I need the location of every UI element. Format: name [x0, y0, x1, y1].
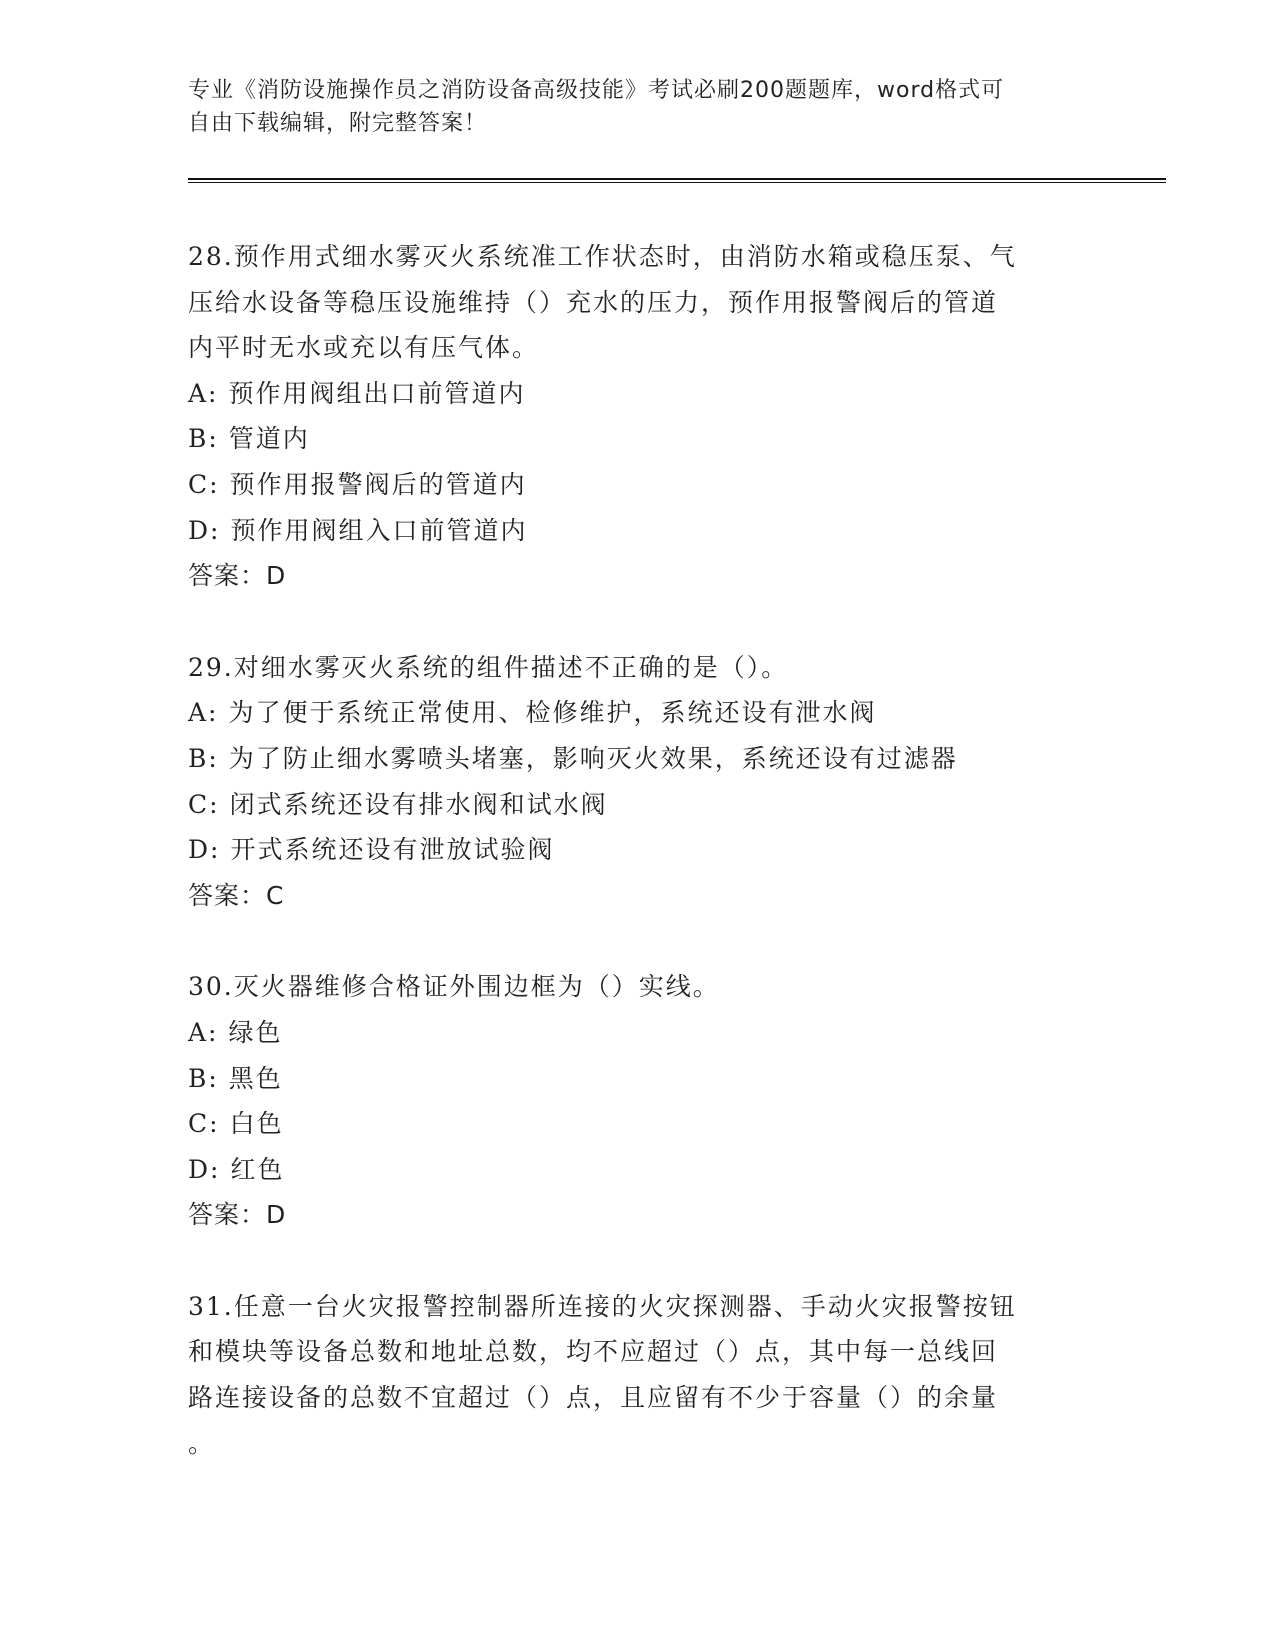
header-line-2: 自由下载编辑，附完整答案！: [188, 111, 488, 136]
option-b: [188, 736, 1088, 782]
option-d: [188, 1147, 1088, 1193]
option-letter: A:: [188, 698, 219, 728]
question-stem-line: 30.灭火器维修合格证外围边框为（）实线。: [188, 972, 720, 1002]
question-stem-line: 压给水设备等稳压设施维持（）充水的压力，预作用报警阀后的管道: [188, 287, 999, 317]
option-letter: D:: [188, 835, 221, 865]
question-stem-line: 路连接设备的总数不宜超过（）点，且应留有不少于容量（）的余量: [188, 1383, 999, 1413]
question-stem-line: 内平时无水或充以有压气体。: [188, 333, 540, 363]
option-text: 预作用阀组出口前管道内: [228, 378, 526, 408]
question-spacer: [188, 599, 1088, 645]
option-d: [188, 508, 1088, 554]
option-c: [188, 462, 1088, 508]
option-text: 管道内: [228, 424, 310, 454]
option-b: [188, 1056, 1088, 1102]
option-text: 闭式系统还设有排水阀和试水阀: [229, 789, 608, 819]
header-divider-thin: [188, 182, 1166, 183]
option-a: [188, 1010, 1088, 1056]
option-letter: B:: [188, 1063, 219, 1093]
option-text: 绿色: [228, 1017, 283, 1047]
option-text: 红色: [230, 1154, 285, 1184]
header-line-1: 专业《消防设施操作员之消防设备高级技能》考试必刷200题题库，word格式可: [188, 78, 1005, 103]
option-b: [188, 416, 1088, 462]
option-c: [188, 1101, 1088, 1147]
option-letter: C:: [188, 1109, 220, 1139]
question-stem-line: 29.对细水雾灭火系统的组件描述不正确的是（）。: [188, 652, 789, 682]
question-30: [188, 964, 1088, 1238]
answer-line: 答案：D: [188, 1200, 287, 1230]
option-text: 为了防止细水雾喷头堵塞，影响灭火效果，系统还设有过滤器: [228, 743, 958, 773]
question-stem-line: 。: [188, 1428, 216, 1458]
option-text: 预作用阀组入口前管道内: [230, 515, 528, 545]
option-text: 黑色: [228, 1063, 283, 1093]
option-letter: C:: [188, 789, 220, 819]
option-letter: B:: [188, 743, 219, 773]
option-letter: C:: [188, 469, 220, 499]
option-text: 为了便于系统正常使用、检修维护，系统还设有泄水阀: [228, 698, 877, 728]
question-list: [188, 234, 1088, 1466]
option-c: [188, 782, 1088, 828]
option-a: [188, 371, 1088, 417]
option-text: 开式系统还设有泄放试验阀: [230, 835, 555, 865]
header-divider-thick: [188, 178, 1166, 180]
option-text: 预作用报警阀后的管道内: [229, 469, 527, 499]
question-31: [188, 1284, 1088, 1466]
option-letter: A:: [188, 1017, 219, 1047]
question-29: [188, 645, 1088, 919]
answer-line: 答案：D: [188, 561, 287, 591]
option-letter: D:: [188, 1154, 221, 1184]
question-spacer: [188, 1238, 1088, 1284]
option-text: 白色: [229, 1109, 284, 1139]
question-spacer: [188, 918, 1088, 964]
question-28: [188, 234, 1088, 599]
option-letter: B:: [188, 424, 219, 454]
document-header: [188, 74, 1088, 140]
option-d: [188, 827, 1088, 873]
question-stem-line: 和模块等设备总数和地址总数，均不应超过（）点，其中每一总线回: [188, 1337, 999, 1367]
option-a: [188, 690, 1088, 736]
option-letter: D:: [188, 515, 221, 545]
answer-line: 答案：C: [188, 880, 285, 910]
option-letter: A:: [188, 378, 219, 408]
question-stem-line: 31.任意一台火灾报警控制器所连接的火灾探测器、手动火灾报警按钮: [188, 1291, 1017, 1321]
question-stem-line: 28.预作用式细水雾灭火系统准工作状态时，由消防水箱或稳压泵、气: [188, 242, 1017, 271]
